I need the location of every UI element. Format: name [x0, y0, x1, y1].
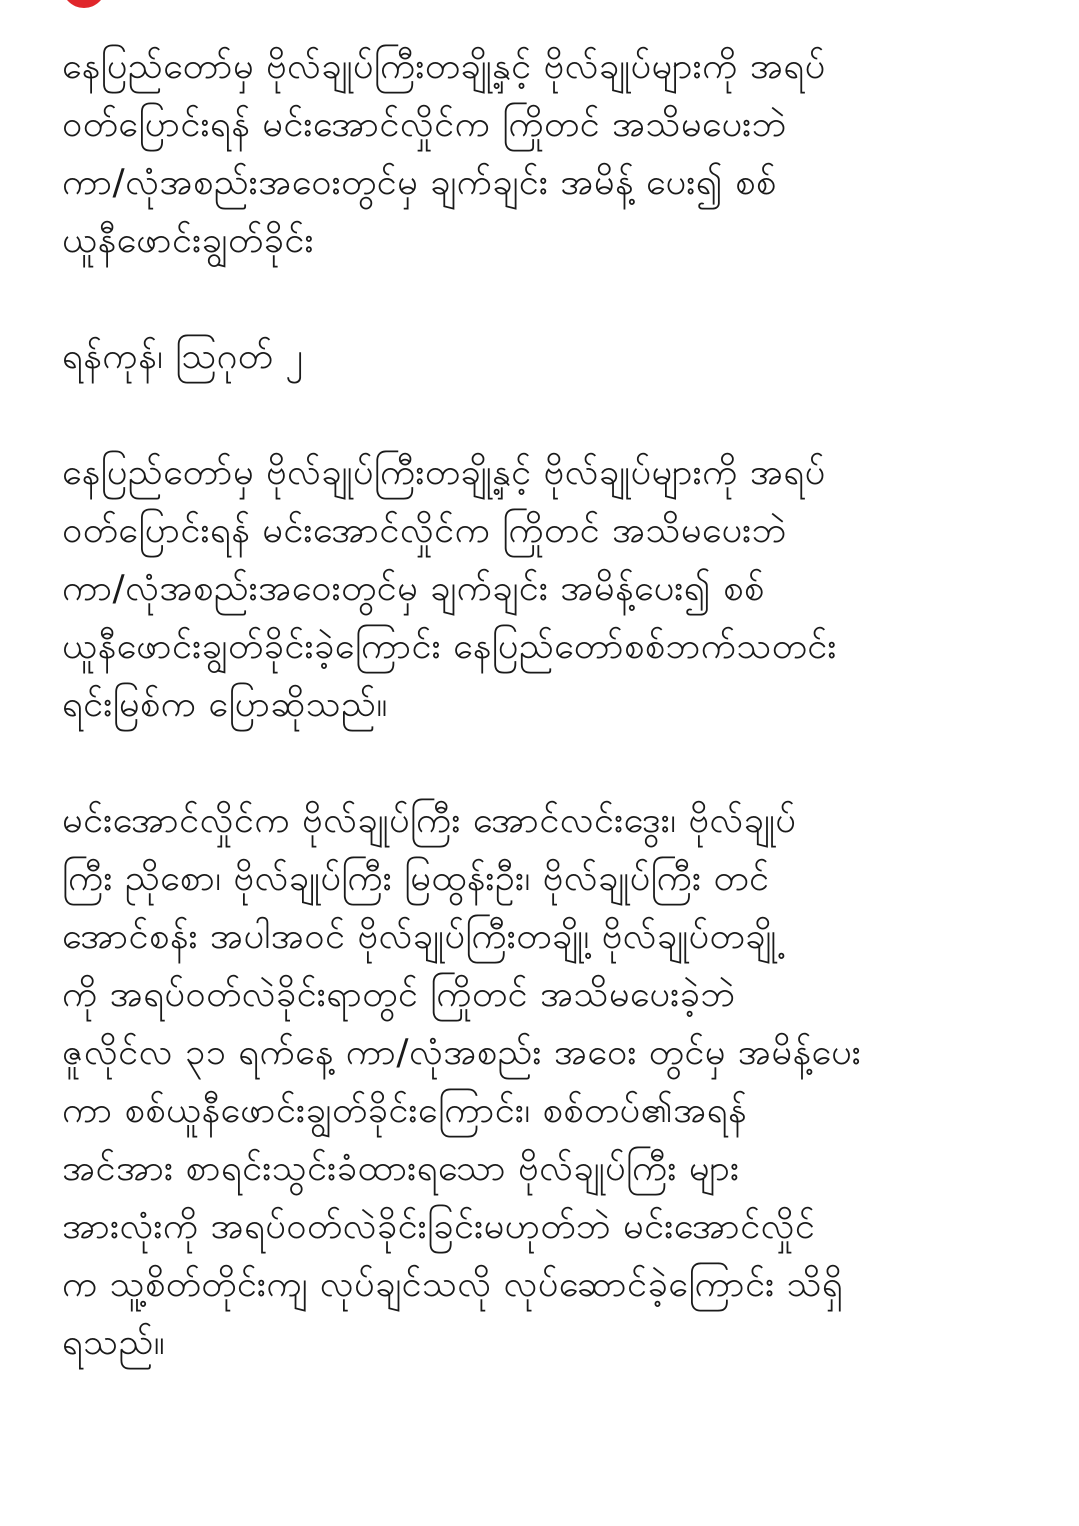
spacer [62, 386, 1052, 444]
article [62, 38, 1052, 1372]
article-body-paragraph: မင်းအောင်လှိုင်က ဗိုလ်ချုပ်ကြီး အောင်လင်းဒွေး၊ ဗိုလ်ချုပ် ကြီး ညိုစော၊ ဗိုလ်ချုပ်ကြီး မြထွန်းဦး၊ ဗိုလ်ချုပ်ကြီး တင် အောင်စန်း အပါအဝင် ဗိုလ်ချုပ်ကြီးတချို့၊ ဗိုလ်ချုပ်တချို့ ကို အရပ်ဝတ်လဲခိုင်းရာတွင် ကြိုတင် အသိမပေးခဲ့ဘဲ ဇူလိုင်လ ၃၁ ရက်နေ့ ကာ/လုံအစည်း အဝေး တွင်မှ အမိန့်ပေး ကာ စစ်ယူနီဖောင်းချွတ်ခိုင်းကြောင်း၊ စစ်တပ်၏အရန် အင်အား စာရင်းသွင်းခံထားရသော ဗိုလ်ချုပ်ကြီး များ အားလုံးကို အရပ်ဝတ်လဲခိုင်းခြင်းမဟုတ်ဘဲ မင်းအောင်လှိုင် က သူ့စိတ်တိုင်းကျ လုပ်ချင်သလို လုပ်ဆောင်ခဲ့ကြောင်း သိရှိ ရသည်။ [62, 800, 862, 1363]
red-logo-mark [62, 0, 106, 8]
article-dateline: ရန်ကုန်၊ ဩဂုတ် ၂ [62, 336, 304, 377]
article-lead-paragraph: နေပြည်တော်မှ ဗိုလ်ချုပ်ကြီးတချို့နှင့် ဗိုလ်ချုပ်များကို အရပ် ဝတ်ပြောင်းရန် မင်းအောင်လှိုင်က ကြိုတင် အသိမပေးဘဲ ကာ/လုံအစည်းအဝေးတွင်မှ ချက်ချင်း အမိန့်ပေး၍ စစ် ယူနီဖောင်းချွတ်ခိုင်းခဲ့ကြောင်း နေပြည်တော်စစ်ဘက်သတင်း ရင်းမြစ်က ပြောဆိုသည်။ [62, 452, 837, 725]
spacer [62, 734, 1052, 792]
spacer [62, 270, 1052, 328]
article-headline: နေပြည်တော်မှ ဗိုလ်ချုပ်ကြီးတချို့နှင့် ဗိုလ်ချုပ်များကို အရပ် ဝတ်ပြောင်းရန် မင်းအောင်လှိုင်က ကြိုတင် အသိမပေးဘဲ ကာ/လုံအစည်းအဝေးတွင်မှ ချက်ချင်း အမိန့် ပေး၍ စစ် ယူနီဖောင်းချွတ်ခိုင်း [62, 46, 826, 261]
